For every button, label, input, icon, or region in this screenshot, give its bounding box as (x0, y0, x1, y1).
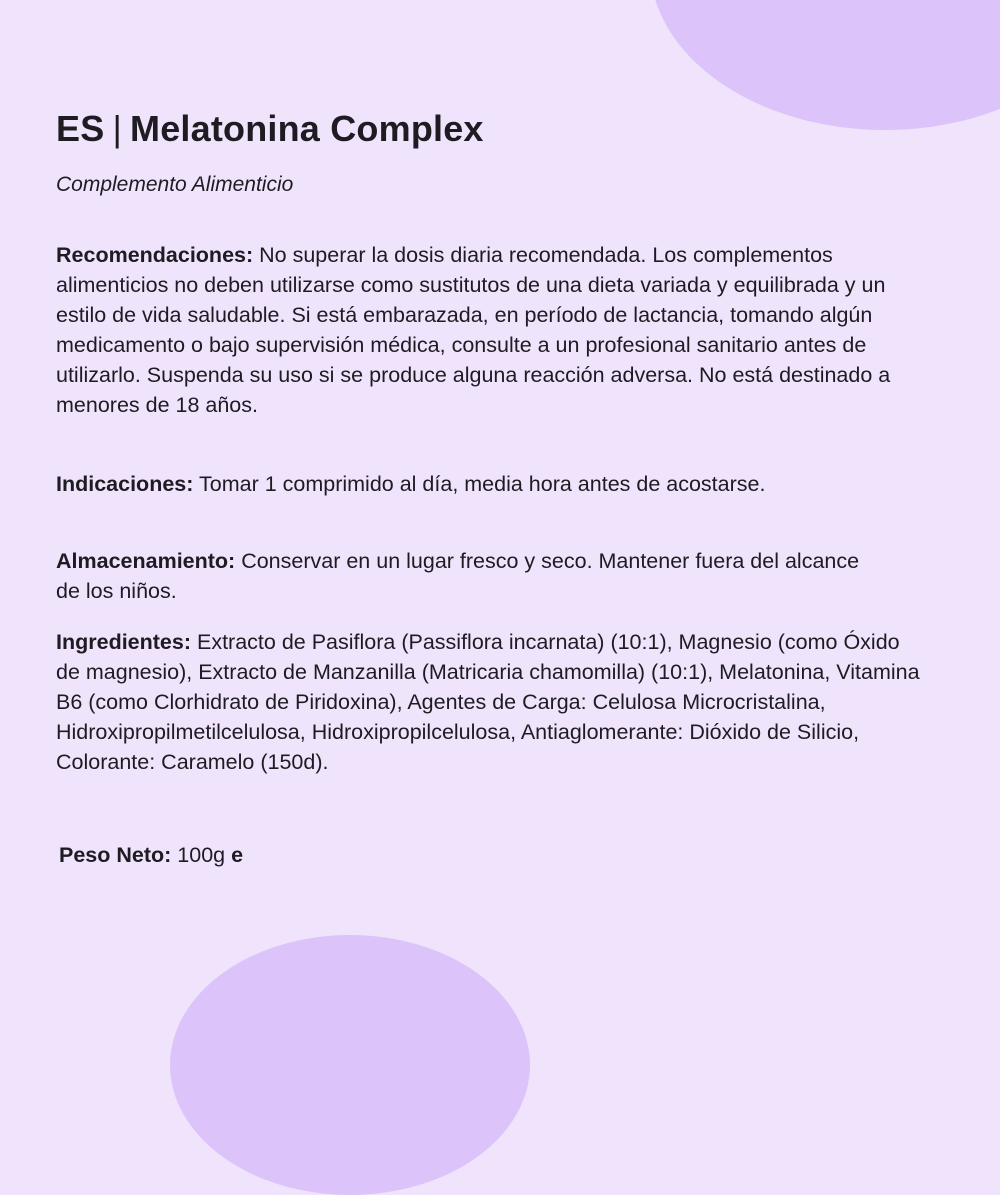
product-subtitle: Complemento Alimenticio (56, 173, 294, 196)
net-weight-section (59, 840, 929, 870)
language-code: ES (56, 108, 105, 149)
page-title (56, 105, 484, 153)
estimated-mark: e (231, 843, 244, 867)
storage-text: Conservar en un lugar fresco y seco. Mantener fuera del alcance de los niños. (56, 549, 860, 603)
recommendations-text: No superar la dosis diaria recomendada. Los complementos alimenticios no deben utilizarse como sustitutos de una dieta variada y equilibrada y un estilo de vida saludable. Si está embarazada, en período de lactancia, tomando algún medicamento o bajo supervisión médica, consulte a un profesional sanitario antes de utilizarlo. Suspenda su uso si se produce alguna reacción adversa. No está destinado a menores de 18 años. (56, 243, 891, 417)
ingredients-section (56, 627, 926, 777)
decorative-circle-bottom (170, 935, 530, 1195)
indications-section (56, 469, 926, 499)
decorative-circle-top-right (650, 0, 1000, 130)
ingredients-label: Ingredientes: (56, 630, 191, 654)
product-name: Melatonina Complex (130, 108, 484, 149)
recommendations-label: Recomendaciones: (56, 243, 254, 267)
indications-text: Tomar 1 comprimido al día, media hora antes de acostarse. (199, 472, 766, 496)
net-weight-value: 100g (177, 843, 226, 867)
indications-label: Indicaciones: (56, 472, 194, 496)
recommendations-section (56, 240, 926, 420)
title-separator: | (112, 108, 122, 149)
ingredients-text: Extracto de Pasiflora (Passiflora incarnata) (10:1), Magnesio (como Óxido de magnesio), Extracto de Manzanilla (Matricaria chamomilla) (10:1), Melatonina, Vitamina B6 (como Clorhidrato de Piridoxina), Agentes de Carga: Celulosa Microcristalina, Hidroxipropilmetilcelulosa, Hidroxipropilcelulosa, Antiaglomerante: Dióxido de Silicio, Colorante: Caramelo (150d). (56, 630, 920, 774)
net-weight-label: Peso Neto: (59, 843, 172, 867)
storage-label: Almacenamiento: (56, 549, 236, 573)
storage-section (56, 546, 876, 606)
